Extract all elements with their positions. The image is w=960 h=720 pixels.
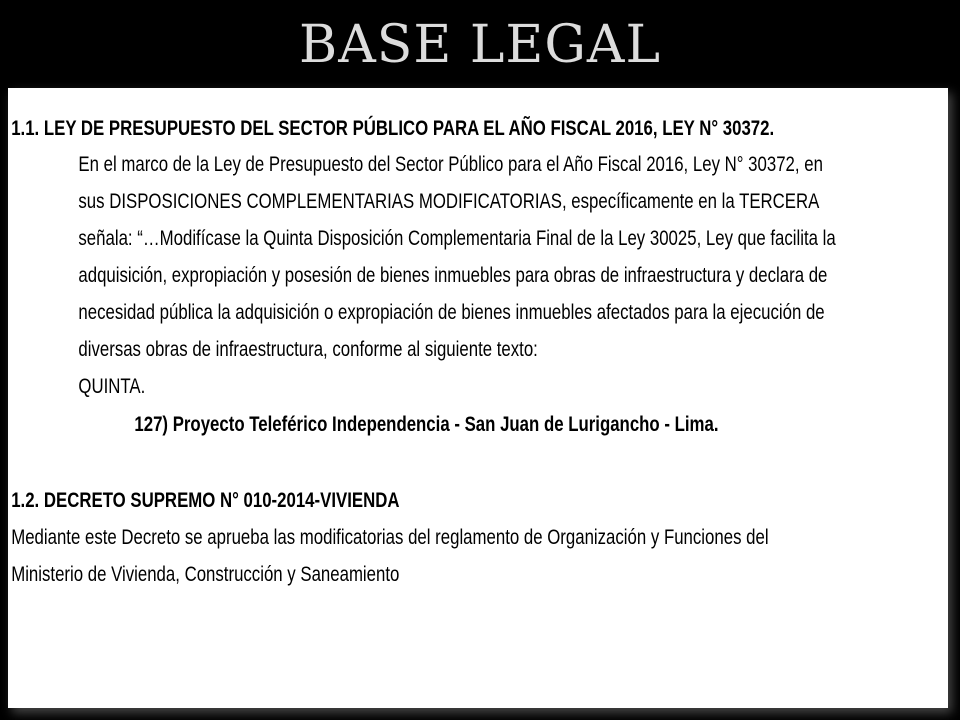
section-2-heading: 1.2. DECRETO SUPREMO N° 010-2014-VIVIENDA — [11, 489, 400, 512]
project-item: 127) Proyecto Teleférico Independencia - San Juan de Lurigancho - Lima. — [134, 413, 719, 436]
section-1-paragraph-line-3: señala: “…Modifícase la Quinta Disposición Complementaria Final de la Ley 30025, Ley que facilita la — [78, 227, 836, 250]
section-2-paragraph-line-2: Ministerio de Vivienda, Construcción y Saneamiento — [11, 563, 400, 586]
section-2-paragraph-line-1: Mediante este Decreto se aprueba las modificatorias del reglamento de Organización y Funciones del — [11, 526, 769, 549]
section-1-paragraph-line-5: necesidad pública la adquisición o expropiación de bienes inmuebles afectados para la ejecución de — [78, 301, 825, 324]
section-1-paragraph-line-4: adquisición, expropiación y posesión de bienes inmuebles para obras de infraestructura y declara de — [78, 264, 828, 287]
section-1-paragraph-line-2: sus DISPOSICIONES COMPLEMENTARIAS MODIFICATORIAS, específicamente en la TERCERA — [78, 190, 820, 213]
content-panel — [8, 88, 948, 708]
section-1-heading: 1.1. LEY DE PRESUPUESTO DEL SECTOR PÚBLICO PARA EL AÑO FISCAL 2016, LEY N° 30372. — [11, 117, 775, 140]
section-1-paragraph-line-1: En el marco de la Ley de Presupuesto del Sector Público para el Año Fiscal 2016, Ley N° 30372, en — [78, 153, 823, 176]
quinta-label: QUINTA. — [78, 375, 146, 398]
page-title: BASE LEGAL — [299, 15, 661, 75]
section-1-paragraph-line-6: diversas obras de infraestructura, conforme al siguiente texto: — [78, 338, 538, 361]
